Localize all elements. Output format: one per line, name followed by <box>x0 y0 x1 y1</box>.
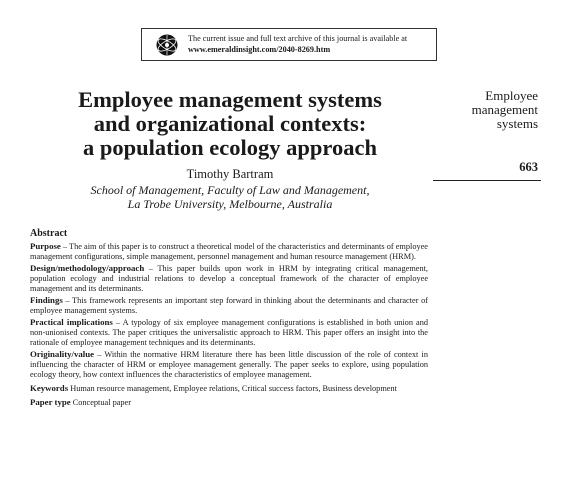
paper-type-text: Conceptual paper <box>70 398 131 407</box>
abstract-section <box>30 228 428 409</box>
affiliation-line: School of Management, Faculty of Law and Management, <box>90 183 370 197</box>
design-text: – This paper builds upon work in HRM by integrating critical management, population ecology and industrial relations to develop a conceptual framework of the character of employee management and its determinants. <box>30 264 428 293</box>
purpose-text: – The aim of this paper is to construct a theoretical model of the characteristics and determinants of employee management configurations, simple management, personnel management and human resource management (HRM). <box>30 242 428 261</box>
abstract-purpose <box>30 241 428 262</box>
emerald-globe-logo-icon <box>156 34 178 56</box>
title-line: Employee management systems <box>78 87 382 112</box>
practical-text: – A typology of six employee management configurations is established in both union and non-unionised contexts. The paper critiques the universalistic approach to HRM. This paper offers an insight into the rationale of employee management techniques and its determinants. <box>30 318 429 347</box>
paper-title <box>20 88 440 160</box>
journal-url-link[interactable]: www.emeraldinsight.com/2040-8269.htm <box>188 45 331 54</box>
banner-text: The current issue and full text archive of this journal is available at <box>188 34 408 43</box>
abstract-heading: Abstract <box>30 228 68 239</box>
originality-label: Originality/value <box>30 349 95 359</box>
author-affiliation <box>20 183 440 211</box>
design-label: Design/methodology/approach <box>30 263 145 273</box>
sidebar-rule-divider <box>433 180 541 181</box>
abstract-design <box>30 263 428 294</box>
findings-text: – This framework represents an important step forward in thinking about the determinants and character of employee management systems. <box>30 296 428 315</box>
page-number: 663 <box>519 160 538 174</box>
running-title-line: Employee <box>485 88 538 103</box>
author-name: Timothy Bartram <box>186 167 274 181</box>
running-title-line: systems <box>496 116 538 131</box>
running-title <box>418 89 538 131</box>
affiliation-line: La Trobe University, Melbourne, Australia <box>127 197 333 211</box>
journal-availability-banner <box>141 28 437 61</box>
title-line: a population ecology approach <box>82 135 377 160</box>
abstract-originality <box>30 349 428 380</box>
practical-label: Practical implications <box>30 317 113 327</box>
originality-text: – Within the normative HRM literature there has been little discussion of the role of context in influencing the character of HRM or employee management generally. The paper seeks to explore, using population ecology theory, how context influences the characteristics of employee management. <box>30 350 428 379</box>
abstract-keywords <box>30 383 428 394</box>
abstract-practical <box>30 317 428 348</box>
purpose-label: Purpose <box>30 241 61 251</box>
running-title-line: management <box>471 102 538 117</box>
findings-label: Findings <box>30 295 63 305</box>
abstract-paper-type <box>30 397 428 408</box>
paper-type-label: Paper type <box>30 397 71 407</box>
title-line: and organizational contexts: <box>93 111 367 136</box>
abstract-findings <box>30 295 428 316</box>
keywords-label: Keywords <box>30 383 69 393</box>
keywords-text: Human resource management, Employee relations, Critical success factors, Business development <box>68 384 397 393</box>
